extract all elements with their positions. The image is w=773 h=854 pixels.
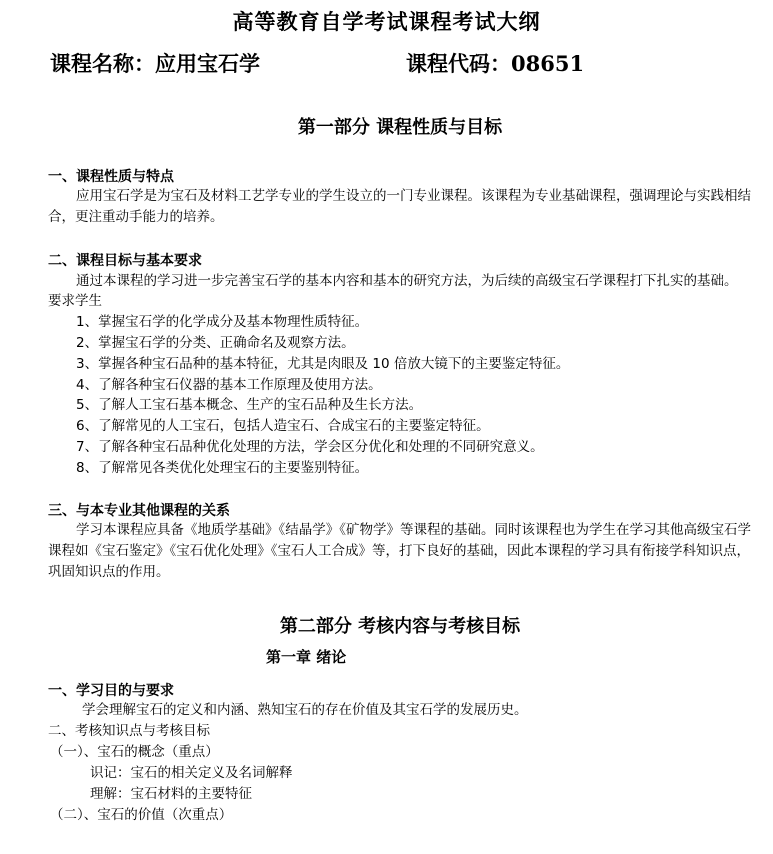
list-item: 1、掌握宝石学的化学成分及基本物理性质特征。 [76, 314, 369, 330]
list-item: 6、了解常见的人工宝石，包括人造宝石、合成宝石的主要鉴定特征。 [76, 418, 490, 434]
part1-sec2-text-cont: 要求学生 [48, 293, 102, 309]
list-item: 5、了解人工宝石基本概念、生产的宝石品种及生长方法。 [76, 397, 423, 413]
chapter1-sec1-heading: 一、学习目的与要求 [48, 683, 174, 699]
part1-sec1-text: 应用宝石学是为宝石及材料工艺学专业的学生设立的一门专业课程。该课程为专业基础课程，强调理论与实践相结合，更注重动手能力的培养。 [48, 188, 751, 225]
document-title: 高等教育自学考试课程考试大纲 [232, 9, 541, 34]
part1-sec2-heading: 二、课程目标与基本要求 [48, 253, 202, 269]
course-info-row [50, 48, 750, 78]
list-item: 4、了解各种宝石仪器的基本工作原理及使用方法。 [76, 377, 382, 393]
part1-sec3-text: 学习本课程应具备《地质学基础》《结晶学》《矿物学》等课程的基础。同时该课程也为学生在学习其他高级宝石学课程如《宝石鉴定》《宝石优化处理》《宝石人工合成》等，打下良好的基础，因此本课程的学习具有衔接学科知识点，巩固知识点的作用。 [48, 522, 751, 580]
part1-sec3-heading: 三、与本专业其他课程的关系 [48, 503, 230, 519]
knowledge-point-2: （二）、宝石的价值（次重点） [50, 807, 233, 823]
part1-sec2-text: 通过本课程的学习进一步完善宝石学的基本内容和基本的研究方法，为后续的高级宝石学课程打下扎实的基础。 [76, 273, 738, 289]
chapter1-title: 第一章 绪论 [266, 648, 347, 666]
chapter1-sec1-text: 学会理解宝石的定义和内涵、熟知宝石的存在价值及其宝石学的发展历史。 [82, 702, 528, 718]
list-item: 7、了解各种宝石品种优化处理的方法，学会区分优化和处理的不同研究意义。 [76, 439, 544, 455]
knowledge-point-1: （一）、宝石的概念（重点） [50, 744, 219, 760]
part1-title: 第一部分 课程性质与目标 [297, 117, 503, 138]
list-item: 2、掌握宝石学的分类、正确命名及观察方法。 [76, 335, 355, 351]
course-name: 课程名称：应用宝石学 [50, 51, 260, 76]
list-item: 8、了解常见各类优化处理宝石的主要鉴别特征。 [76, 460, 369, 476]
part2-title: 第二部分 考核内容与考核目标 [279, 616, 521, 637]
course-code: 课程代码：08651 [406, 51, 585, 76]
part1-sec1-heading: 一、课程性质与特点 [48, 169, 174, 185]
chapter1-sec2-heading: 二、考核知识点与考核目标 [48, 723, 210, 739]
knowledge-point-1-understand: 理解：宝石材料的主要特征 [90, 786, 252, 802]
knowledge-point-1-memorize: 识记：宝石的相关定义及名词解释 [90, 765, 293, 781]
list-item: 3、掌握各种宝石品种的基本特征，尤其是肉眼及 10 倍放大镜下的主要鉴定特征。 [76, 356, 570, 372]
